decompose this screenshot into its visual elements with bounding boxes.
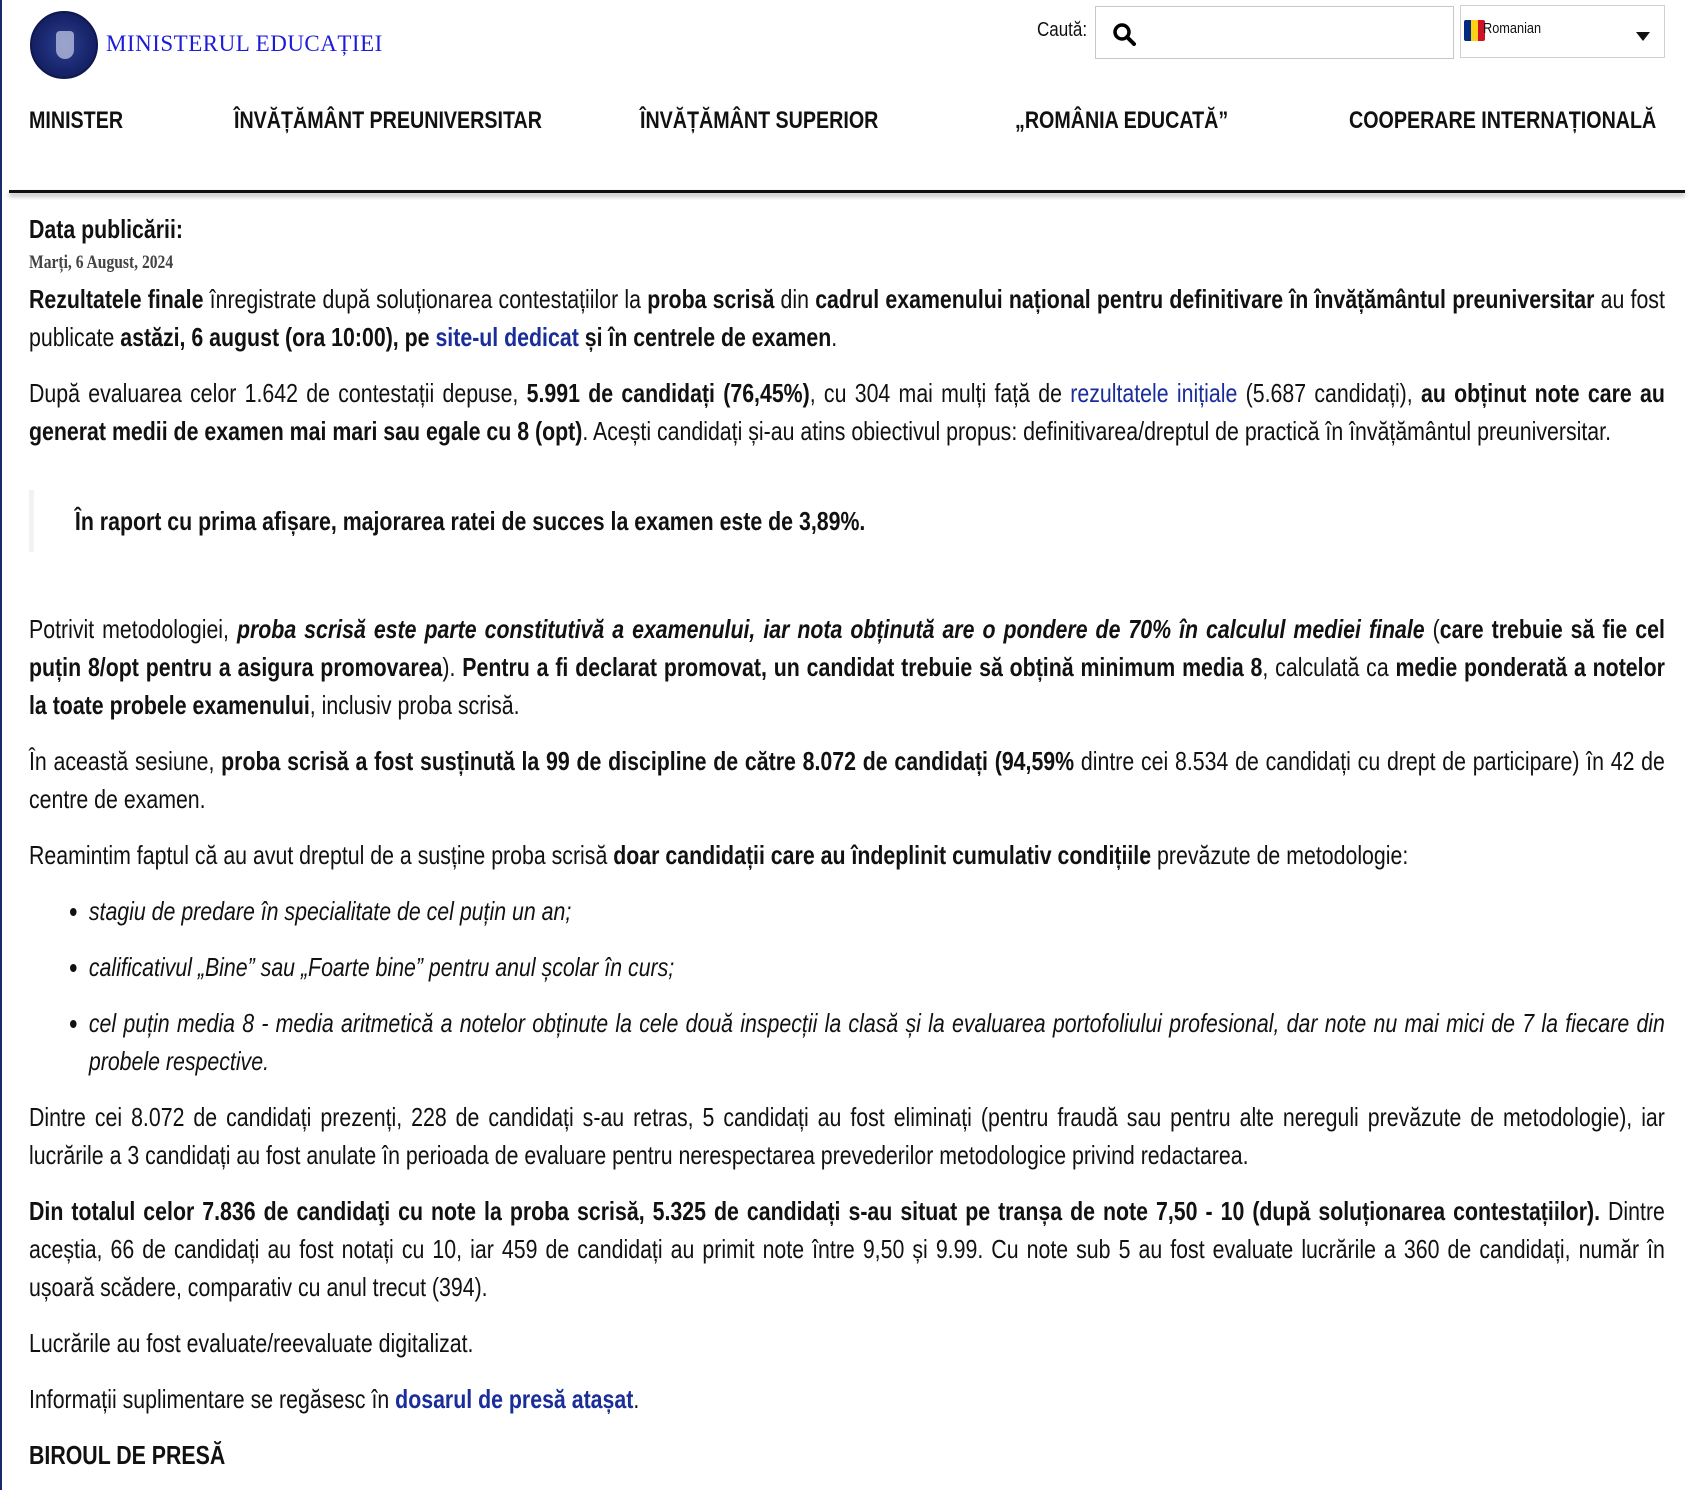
inline-link[interactable]: site-ul dedicat <box>435 322 579 352</box>
nav-invatamant-superior[interactable]: ÎNVĂȚĂMÂNT SUPERIOR <box>640 107 879 134</box>
bold-text: Pentru a fi declarat promovat, un candidat trebuie să obțină minimum media 8 <box>462 652 1263 682</box>
search-icon[interactable] <box>1112 22 1136 46</box>
list-item: • calificativul „Bine” sau „Foarte bine” pentru anul școlar în curs; <box>89 948 1665 986</box>
text: În această sesiune, <box>29 746 222 776</box>
bold-text: proba scrisă a fost susținută la 99 de discipline de către 8.072 de candidați (94,59% <box>221 746 1075 776</box>
text: din <box>774 284 816 314</box>
article <box>29 210 1665 1492</box>
nav-minister[interactable]: MINISTER <box>29 107 124 134</box>
article-paragraph <box>29 1380 1665 1418</box>
language-select[interactable] <box>1460 5 1665 58</box>
bold-text: 5.991 de candidați (76,45%) <box>526 378 810 408</box>
bold-text: Rezultatele finale <box>29 284 204 314</box>
bold-text: care trebuie să fie cel puțin 8/opt pentru a asigura promovarea <box>29 614 1665 682</box>
text: , calculată ca <box>1262 652 1396 682</box>
text: Potrivit metodologiei, <box>29 614 237 644</box>
text: , inclusiv proba scrisă. <box>309 690 520 720</box>
article-paragraph <box>29 610 1665 724</box>
text: Informații suplimentare se regăsesc în <box>29 1384 396 1414</box>
bold-text: și în centrele de examen <box>578 322 832 352</box>
inline-link[interactable]: dosarul de presă atașat <box>395 1384 634 1414</box>
ministry-name[interactable]: MINISTERUL EDUCAȚIEI <box>106 31 383 56</box>
search-input[interactable] <box>1095 6 1454 59</box>
government-seal-logo[interactable] <box>30 11 98 79</box>
nav-romania-educata[interactable]: „ROMÂNIA EDUCATĂ” <box>1015 107 1229 134</box>
text: După evaluarea celor 1.642 de contestații depuse, <box>29 378 527 408</box>
text: . Acești candidați și-au atins obiectivul propus: definitivarea/dreptul de practică în învățământul preuniversitar. <box>582 416 1611 446</box>
list-item: • stagiu de predare în specialitate de cel puțin un an; <box>89 892 1665 930</box>
search-label: Caută: <box>1037 19 1088 41</box>
article-paragraph <box>29 374 1665 450</box>
language-value: Romanian <box>1483 20 1542 37</box>
text: ). <box>442 652 463 682</box>
header-divider <box>9 190 1685 193</box>
text: Dintre aceștia, 66 de candidați au fost notați cu 10, iar 459 de candidați au primit note între 9,50 și 9.99. Cu note sub 5 au fost evaluate lucrările a 360 de candidați, număr în ușoară scădere, comparativ cu anul trecut (394). <box>29 1196 1665 1302</box>
text: . <box>831 322 838 352</box>
bold-text: Din totalul celor 7.836 de candidaţi cu note la proba scrisă, 5.325 de candidați s-au situat pe tranșa de note 7,50 - 10 (după soluționarea contestațiilor). <box>29 1196 1601 1226</box>
publication-date-label: Data publicării: <box>29 214 184 244</box>
article-paragraph <box>29 1098 1665 1174</box>
text: ( <box>1424 614 1440 644</box>
text: înregistrate după soluționarea contestațiilor la <box>203 284 648 314</box>
chevron-down-icon <box>1636 32 1650 41</box>
article-paragraph <box>29 742 1665 818</box>
bold-text: astăzi, 6 august (ora 10:00), pe <box>120 322 436 352</box>
bold-text: cadrul examenului național pentru definitivare în învățământul preuniversitar <box>815 284 1595 314</box>
bold-text: proba scrisă este parte constitutivă a examenului, iar nota obținută are o pondere de 70% în calculul mediei finale <box>236 614 1425 644</box>
bold-text: medie ponderată a notelor la toate probele examenului <box>29 652 1665 720</box>
text: Reamintim faptul că au avut dreptul de a susține proba scrisă <box>29 840 614 870</box>
text: . <box>633 1384 640 1414</box>
page-edge <box>0 0 2 1490</box>
text: Lucrările au fost evaluate/reevaluate digitalizat. <box>29 1328 474 1358</box>
publication-date: Marți, 6 August, 2024 <box>29 252 174 273</box>
text: dintre cei 8.534 de candidați cu drept de participare) în 42 de centre de examen. <box>29 746 1665 814</box>
highlight-quote: În raport cu prima afișare, majorarea ratei de succes la examen este de 3,89%. <box>29 490 1665 552</box>
signature: BIROUL DE PRESĂ <box>29 1440 226 1470</box>
conditions-list <box>29 892 1665 1080</box>
romania-flag-icon <box>1464 20 1485 41</box>
article-paragraph <box>29 280 1665 356</box>
text: (5.687 candidați), <box>1237 378 1421 408</box>
article-paragraph <box>29 836 1665 874</box>
nav-cooperare-internationala[interactable]: COOPERARE INTERNAȚIONALĂ <box>1349 107 1657 134</box>
list-item: • cel puțin media 8 - media aritmetică a notelor obținute la cele două inspecții la clasă și la evaluarea portofoliului profesional, dar note nu mai mici de 7 la fiecare din probele respective. <box>89 1004 1665 1080</box>
article-paragraph <box>29 1324 1665 1362</box>
text: , cu 304 mai mulți față de <box>809 378 1071 408</box>
bold-text: proba scrisă <box>647 284 775 314</box>
inline-link[interactable]: rezultatele inițiale <box>1070 378 1238 408</box>
bold-text: au obținut note care au generat medii de examen mai mari sau egale cu 8 (opt) <box>29 378 1665 446</box>
nav-invatamant-preuniversitar[interactable]: ÎNVĂȚĂMÂNT PREUNIVERSITAR <box>234 107 542 134</box>
text: au fost publicate <box>29 284 1665 352</box>
text: prevăzute de metodologie: <box>1151 840 1409 870</box>
text: Dintre cei 8.072 de candidați prezenți, 228 de candidați s-au retras, 5 candidați au fost eliminați (pentru fraudă sau pentru alte nereguli prevăzute de metodologie), iar lucrările a 3 candidați au fost anulate în perioada de evaluare pentru nerespectarea prevederilor metodologice privind redactarea. <box>29 1102 1665 1170</box>
article-paragraph <box>29 1192 1665 1306</box>
bold-text: doar candidații care au îndeplinit cumulativ condițiile <box>613 840 1152 870</box>
